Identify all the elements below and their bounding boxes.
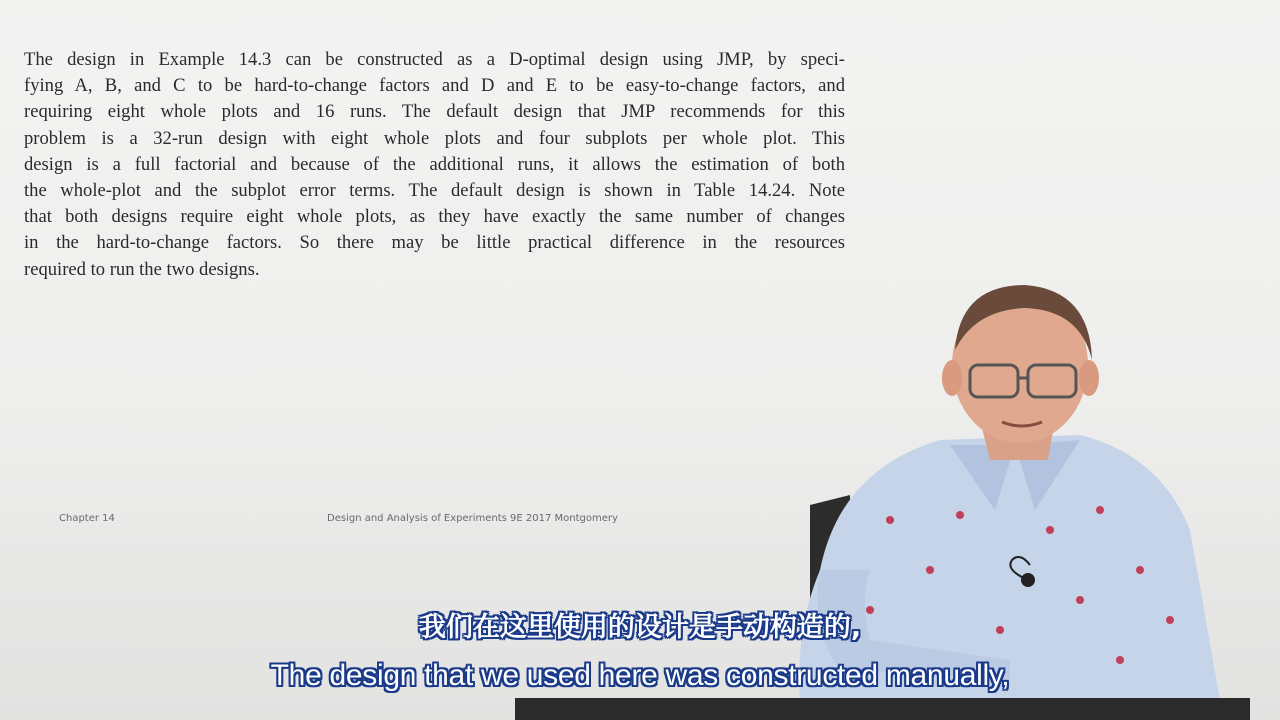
paragraph-line: fying A, B, and C to be hard-to-change factors and D and E to be easy-to-change factors, and — [24, 75, 845, 97]
presenter-video — [780, 270, 1280, 720]
presenter-illustration — [780, 270, 1280, 720]
paragraph-line: required to run the two designs. — [24, 258, 260, 280]
desk-edge — [515, 698, 1250, 720]
subtitle-chinese: 我们在这里使用的设计是手动构造的, — [418, 612, 862, 643]
presenter-ear — [942, 360, 962, 396]
slide-paragraph — [24, 47, 845, 283]
footer-chapter: Chapter 14 — [59, 513, 115, 524]
footer-book-title: Design and Analysis of Experiments 9E 2017 Montgomery — [327, 513, 618, 524]
paragraph-line: that both designs require eight whole plots, as they have exactly the same number of changes — [24, 206, 845, 228]
paragraph-line: the whole-plot and the subplot error terms. The default design is shown in Table 14.24. Note — [24, 180, 845, 202]
presenter-ear — [1079, 360, 1099, 396]
paragraph-line: design is a full factorial and because of the additional runs, it allows the estimation of both — [24, 153, 845, 175]
subtitle-english: The design that we used here was constructed manually, — [270, 659, 1010, 692]
paragraph-line: requiring eight whole plots and 16 runs. The default design that JMP recommends for this — [24, 101, 845, 123]
paragraph-line: in the hard-to-change factors. So there may be little practical difference in the resources — [24, 232, 845, 254]
paragraph-line: problem is a 32-run design with eight whole plots and four subplots per whole plot. This — [24, 127, 845, 149]
paragraph-line: The design in Example 14.3 can be constructed as a D-optimal design using JMP, by speci- — [24, 49, 845, 70]
